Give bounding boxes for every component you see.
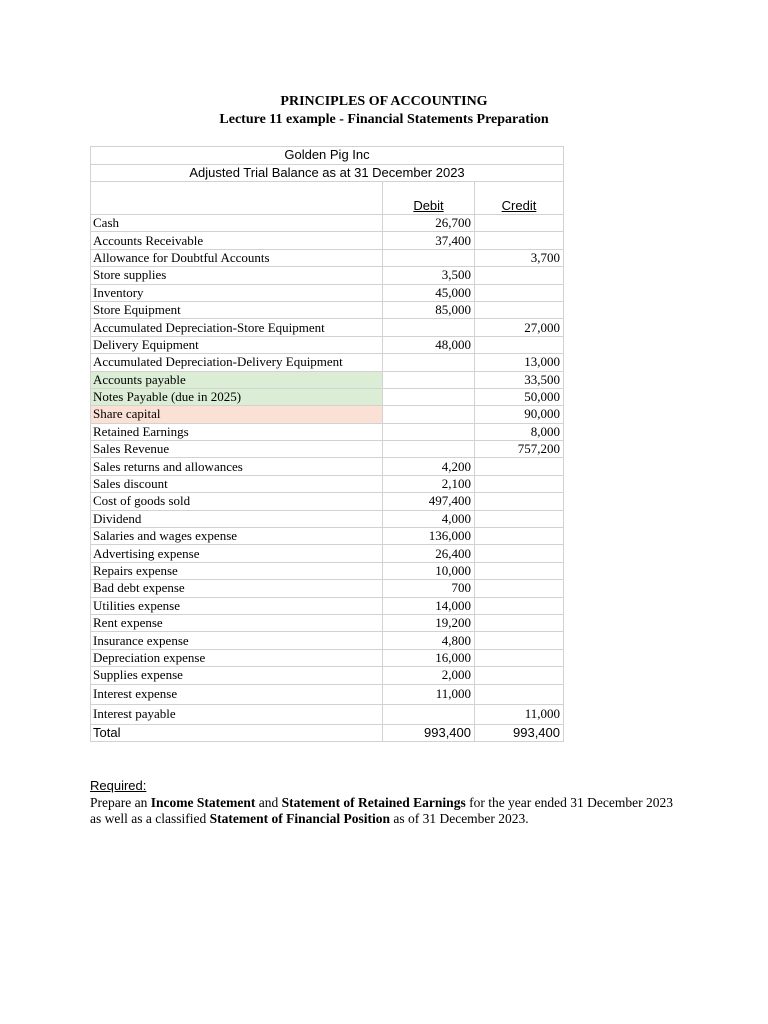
credit-amount: 50,000: [475, 388, 564, 405]
debit-amount: 16,000: [383, 649, 475, 666]
account-name: Store Equipment: [91, 301, 383, 318]
debit-amount: 48,000: [383, 336, 475, 353]
trial-balance-table: [90, 146, 564, 742]
debit-amount: 4,000: [383, 510, 475, 527]
credit-amount: [475, 562, 564, 579]
credit-amount: [475, 493, 564, 510]
table-row: [91, 249, 564, 266]
debit-amount: [383, 704, 475, 724]
table-row: [91, 354, 564, 371]
column-header-row: [91, 182, 564, 215]
caption-row: [91, 164, 564, 182]
account-name: Sales discount: [91, 475, 383, 492]
credit-amount: 13,000: [475, 354, 564, 371]
debit-amount: 85,000: [383, 301, 475, 318]
company-name: Golden Pig Inc: [91, 147, 564, 165]
credit-amount: [475, 597, 564, 614]
table-row: [91, 684, 564, 704]
account-name: Salaries and wages expense: [91, 528, 383, 545]
account-name: Allowance for Doubtful Accounts: [91, 249, 383, 266]
account-name: Bad debt expense: [91, 580, 383, 597]
table-row: [91, 267, 564, 284]
account-name: Supplies expense: [91, 667, 383, 684]
income-statement-term: Income Statement: [150, 795, 256, 810]
table-row: [91, 510, 564, 527]
table-row: [91, 545, 564, 562]
required-label: Required:: [90, 778, 147, 793]
required-instructions: [90, 795, 680, 827]
account-name: Cost of goods sold: [91, 493, 383, 510]
debit-amount: 3,500: [383, 267, 475, 284]
account-name: Store supplies: [91, 267, 383, 284]
debit-amount: 45,000: [383, 284, 475, 301]
table-row: [91, 441, 564, 458]
account-name: Delivery Equipment: [91, 336, 383, 353]
table-row: [91, 493, 564, 510]
table-row: [91, 301, 564, 318]
account-name: Notes Payable (due in 2025): [91, 388, 383, 405]
credit-amount: [475, 632, 564, 649]
debit-amount: [383, 423, 475, 440]
account-name: Utilities expense: [91, 597, 383, 614]
credit-amount: [475, 232, 564, 249]
account-name: Rent expense: [91, 614, 383, 631]
credit-amount: 27,000: [475, 319, 564, 336]
credit-amount: [475, 458, 564, 475]
account-name: Interest payable: [91, 704, 383, 724]
credit-column-header: Credit: [475, 182, 564, 215]
debit-amount: 4,800: [383, 632, 475, 649]
table-row: [91, 597, 564, 614]
account-name: Share capital: [91, 406, 383, 423]
credit-amount: [475, 614, 564, 631]
credit-amount: [475, 267, 564, 284]
account-name: Interest expense: [91, 684, 383, 704]
debit-amount: [383, 354, 475, 371]
table-row: [91, 423, 564, 440]
table-row: [91, 667, 564, 684]
account-name: Depreciation expense: [91, 649, 383, 666]
credit-amount: [475, 284, 564, 301]
table-row: [91, 406, 564, 423]
credit-amount: 3,700: [475, 249, 564, 266]
debit-amount: 136,000: [383, 528, 475, 545]
account-name: Sales Revenue: [91, 441, 383, 458]
credit-amount: [475, 510, 564, 527]
table-row: [91, 580, 564, 597]
total-credit: 993,400: [475, 724, 564, 741]
table-row: [91, 319, 564, 336]
debit-amount: 19,200: [383, 614, 475, 631]
table-row: [91, 649, 564, 666]
account-name: Accumulated Depreciation-Store Equipment: [91, 319, 383, 336]
debit-amount: 26,400: [383, 545, 475, 562]
credit-amount: [475, 545, 564, 562]
account-name: Accumulated Depreciation-Delivery Equipment: [91, 354, 383, 371]
credit-amount: [475, 580, 564, 597]
debit-amount: 2,000: [383, 667, 475, 684]
total-row: [91, 724, 564, 741]
debit-amount: 10,000: [383, 562, 475, 579]
instruction-text: as of 31 December 2023.: [389, 811, 529, 826]
credit-amount: [475, 215, 564, 232]
credit-amount: [475, 684, 564, 704]
instruction-text: for the year ended 31 December 2023 as well as a classified: [90, 795, 673, 826]
instruction-text: and: [255, 795, 282, 810]
page-subtitle: Lecture 11 example - Financial Statements Preparation: [219, 112, 549, 127]
account-name: Accounts payable: [91, 371, 383, 388]
table-row: [91, 284, 564, 301]
table-row: [91, 475, 564, 492]
debit-amount: [383, 441, 475, 458]
company-name-row: [91, 147, 564, 165]
credit-amount: [475, 649, 564, 666]
retained-earnings-term: Statement of Retained Earnings: [281, 795, 466, 810]
table-row: [91, 458, 564, 475]
credit-amount: 8,000: [475, 423, 564, 440]
financial-position-term: Statement of Financial Position: [209, 811, 390, 826]
page-title: PRINCIPLES OF ACCOUNTING: [280, 94, 488, 109]
credit-amount: [475, 301, 564, 318]
account-name: Sales returns and allowances: [91, 458, 383, 475]
table-row: [91, 232, 564, 249]
table-row: [91, 614, 564, 631]
debit-amount: 26,700: [383, 215, 475, 232]
debit-amount: 700: [383, 580, 475, 597]
debit-column-header: Debit: [383, 182, 475, 215]
debit-amount: 2,100: [383, 475, 475, 492]
table-row: [91, 388, 564, 405]
debit-amount: [383, 319, 475, 336]
table-caption: Adjusted Trial Balance as at 31 December 2023: [91, 164, 564, 182]
table-row: [91, 336, 564, 353]
instruction-text: Prepare an: [90, 795, 151, 810]
debit-amount: [383, 388, 475, 405]
table-row: [91, 562, 564, 579]
account-name: Inventory: [91, 284, 383, 301]
credit-amount: [475, 667, 564, 684]
debit-amount: [383, 406, 475, 423]
debit-amount: 11,000: [383, 684, 475, 704]
total-label: Total: [91, 724, 383, 741]
account-name: Accounts Receivable: [91, 232, 383, 249]
table-row: [91, 371, 564, 388]
credit-amount: 33,500: [475, 371, 564, 388]
credit-amount: 90,000: [475, 406, 564, 423]
debit-amount: 4,200: [383, 458, 475, 475]
account-name: Cash: [91, 215, 383, 232]
table-row: [91, 632, 564, 649]
debit-amount: 14,000: [383, 597, 475, 614]
account-name: Insurance expense: [91, 632, 383, 649]
table-row: [91, 215, 564, 232]
table-row: [91, 528, 564, 545]
credit-amount: [475, 528, 564, 545]
account-name: Repairs expense: [91, 562, 383, 579]
credit-amount: 11,000: [475, 704, 564, 724]
credit-amount: [475, 475, 564, 492]
account-column-header: [91, 182, 383, 215]
debit-amount: 497,400: [383, 493, 475, 510]
table-row: [91, 704, 564, 724]
total-debit: 993,400: [383, 724, 475, 741]
account-name: Dividend: [91, 510, 383, 527]
debit-amount: [383, 249, 475, 266]
credit-amount: [475, 336, 564, 353]
debit-amount: 37,400: [383, 232, 475, 249]
debit-amount: [383, 371, 475, 388]
account-name: Retained Earnings: [91, 423, 383, 440]
account-name: Advertising expense: [91, 545, 383, 562]
credit-amount: 757,200: [475, 441, 564, 458]
